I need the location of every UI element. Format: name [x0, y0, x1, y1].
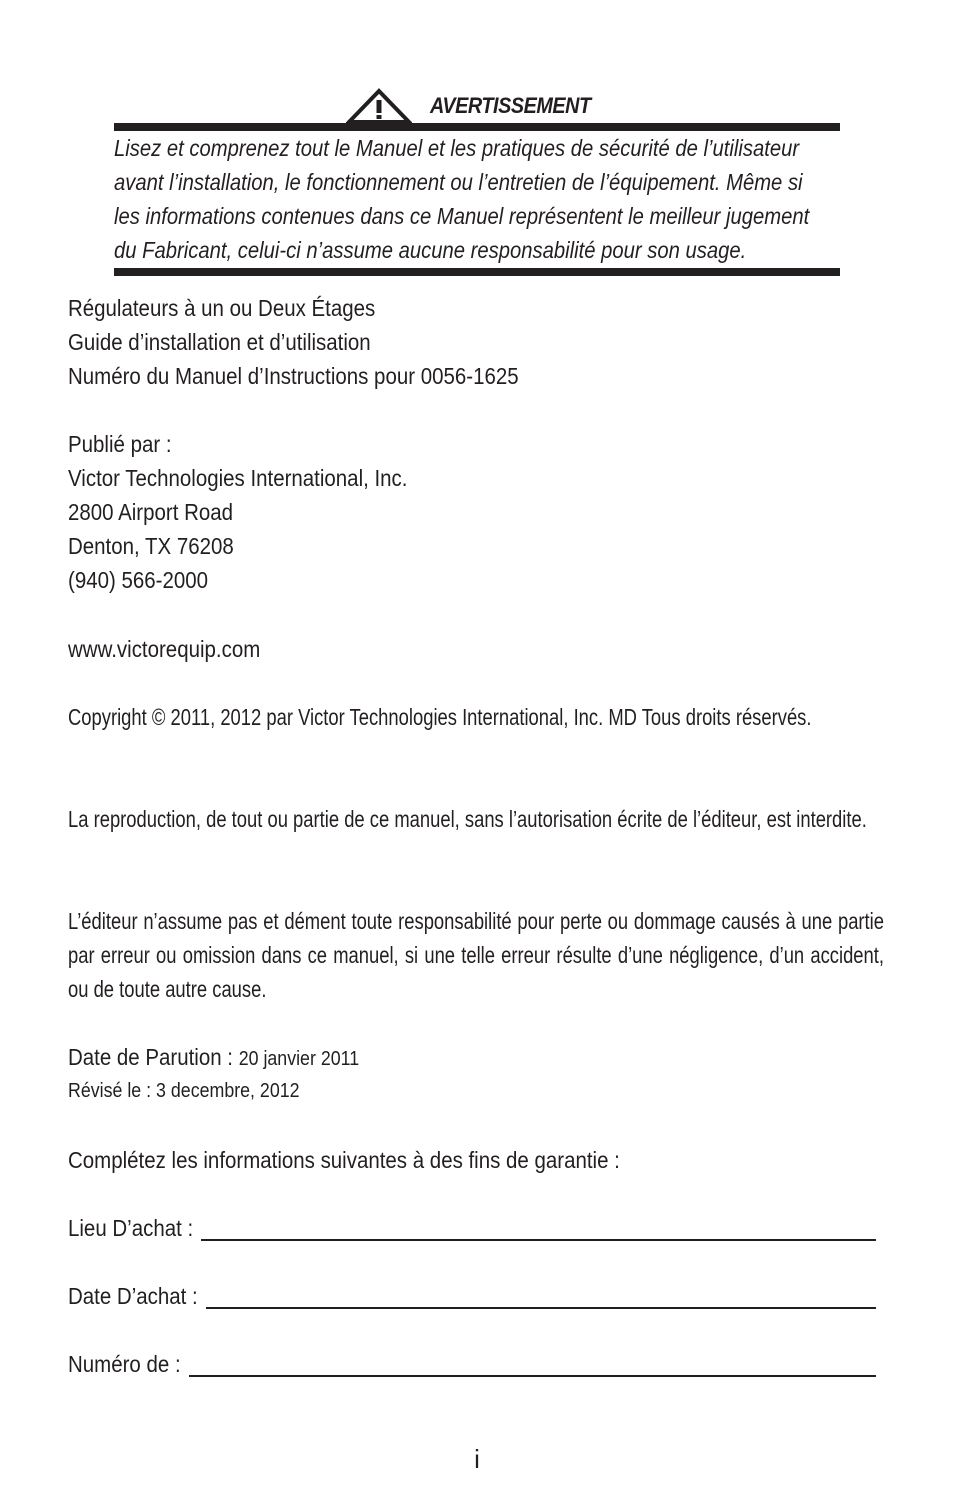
issue-date-label: Date de Parution :: [68, 1044, 234, 1070]
purchase-place-line[interactable]: [201, 1239, 876, 1241]
serial-number-label: Numéro de :: [68, 1351, 181, 1377]
warning-bottom-rule: [114, 268, 840, 276]
warranty-intro: Complétez les informations suivantes à des fins de garantie :: [68, 1147, 620, 1173]
publisher-phone: (940) 566-2000: [68, 567, 208, 593]
purchase-date-line[interactable]: [206, 1307, 876, 1309]
purchase-place-field[interactable]: [68, 1211, 876, 1245]
reproduction-text: La reproduction, de tout ou partie de ce manuel, sans l’autorisation écrite de l’éditeur, est interdite.: [68, 806, 867, 832]
purchase-place-label: Lieu D’achat :: [68, 1215, 194, 1241]
publisher-label: Publié par :: [68, 431, 172, 457]
disclaimer-text: L’éditeur n’assume pas et dément toute responsabilité pour perte ou dommage causés à une partie par erreur ou omission dans ce manuel, si une telle erreur résulte d’une négligence, d’un accident, ou de toute autre cause.: [68, 908, 884, 1002]
warning-line: avant l’installation, le fonctionnement ou l’entretien de l’équipement. Même si: [114, 169, 803, 195]
purchase-date-label: Date D’achat :: [68, 1283, 198, 1309]
warning-line: du Fabricant, celui-ci n’assume aucune responsabilité pour son usage.: [114, 237, 747, 263]
page-number: i: [474, 1444, 480, 1474]
warning-top-rule: [114, 123, 840, 131]
website-block: [68, 632, 260, 666]
copyright-text: Copyright © 2011, 2012 par Victor Technologies International, Inc. MD Tous droits réservés.: [68, 704, 812, 730]
issue-date: [68, 1040, 359, 1074]
manual-title: Régulateurs à un ou Deux Étages: [68, 295, 376, 321]
manual-number: Numéro du Manuel d’Instructions pour 0056-1625: [68, 363, 519, 389]
serial-number-field[interactable]: [68, 1347, 876, 1381]
issue-date-value: 20 janvier 2011: [238, 1048, 360, 1070]
revised-date: Révisé le : 3 decembre, 2012: [68, 1080, 300, 1102]
dates-block: [68, 1040, 359, 1108]
warning-title: AVERTISSEMENT: [429, 93, 591, 118]
publisher-name: Victor Technologies International, Inc.: [68, 465, 408, 491]
warning-line: les informations contenues dans ce Manuel représentent le meilleur jugement: [114, 203, 810, 229]
warranty-intro-block: [68, 1143, 620, 1177]
publisher-city: Denton, TX 76208: [68, 533, 234, 559]
warning-triangle-icon: [346, 88, 412, 124]
publisher-website[interactable]: www.victorequip.com: [68, 636, 261, 662]
manual-subtitle: Guide d’installation et d’utilisation: [68, 329, 371, 355]
publisher-street: 2800 Airport Road: [68, 499, 234, 525]
warning-header: [0, 86, 954, 126]
warning-text: [114, 131, 810, 267]
purchase-date-field[interactable]: [68, 1279, 876, 1313]
warning-line: Lisez et comprenez tout le Manuel et les pratiques de sécurité de l’utilisateur: [114, 135, 800, 161]
manual-info: [68, 291, 519, 393]
publisher-block: [68, 427, 407, 597]
serial-number-line[interactable]: [189, 1375, 876, 1377]
